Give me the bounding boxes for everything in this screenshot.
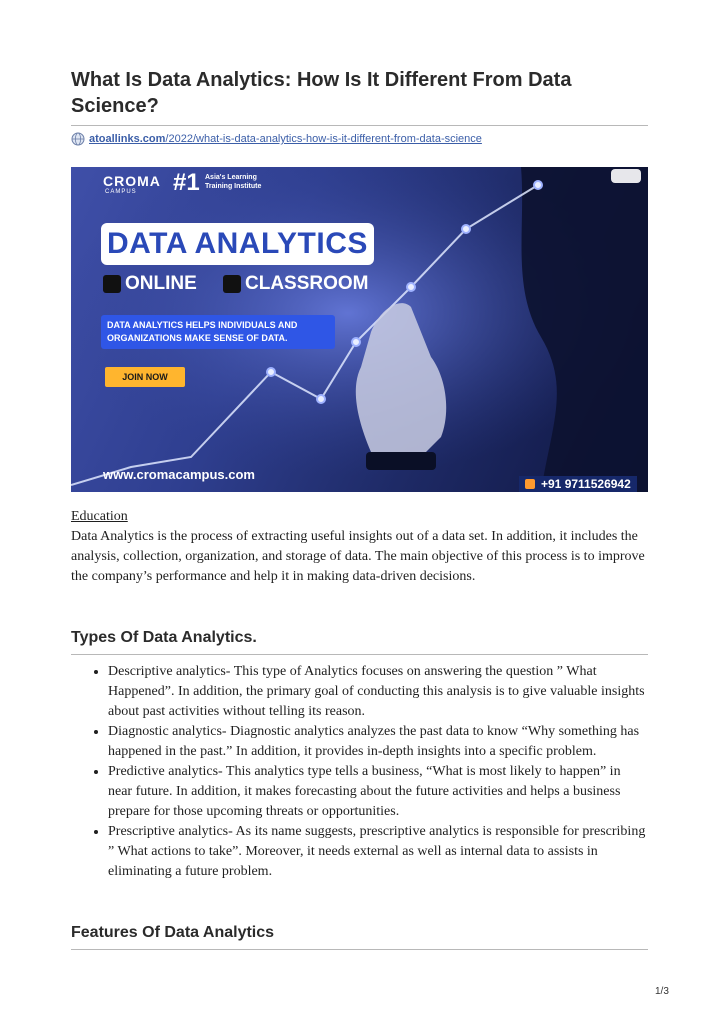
banner-rank-text: Asia's Learning Training Institute (205, 174, 262, 190)
types-divider (71, 654, 648, 655)
monitor-icon (103, 275, 121, 293)
classroom-icon (223, 275, 241, 293)
banner-mode-classroom (223, 273, 369, 295)
category-link[interactable]: Education (71, 509, 128, 524)
banner-mode-online (103, 273, 197, 295)
page-number: 1/3 (655, 986, 669, 997)
intro-paragraph: Data Analytics is the process of extracting useful insights out of a data set. In addition, it includes the analysis, collection, organization, and storage of data. The main objective of this process is to improve the company’s performance and help it in making data-driven decisions. (71, 529, 645, 584)
banner-brand: CROMA (103, 173, 161, 189)
list-item: • Prescriptive analytics- As its name suggests, prescriptive analytics is responsible for prescribing ” What actions to take”. Moreover, it needs external as well as internal data to assists in eliminating a future problem. (108, 822, 648, 882)
banner-headline-box (101, 223, 374, 265)
banner-website: www.cromacampus.com (103, 467, 255, 482)
list-item: • Diagnostic analytics- Diagnostic analytics analyzes the past data to know “Why something has happened in the past.” In addition, it provides in-depth insights into a specific problem. (108, 722, 648, 762)
banner-tagline: DATA ANALYTICS HELPS INDIVIDUALS AND ORGANIZATIONS MAKE SENSE OF DATA. (101, 315, 335, 349)
phone-icon (525, 479, 535, 489)
banner-phone-number: +91 9711526942 (541, 477, 631, 491)
types-list (71, 662, 648, 882)
source-path[interactable]: /2022/what-is-data-analytics-how-is-it-different-from-data-science (165, 133, 482, 145)
hero-banner (71, 167, 648, 492)
list-item: • Predictive analytics- This analytics type tells a business, “What is most likely to happen” in near future. In addition, it makes forecasting about the future activities and helps a business prepare for those upcoming threats or opportunities. (108, 762, 648, 822)
banner-headline: DATA ANALYTICS (107, 227, 368, 260)
title-divider (71, 125, 648, 126)
banner-phone (519, 476, 637, 492)
banner-rank: #1 (173, 169, 200, 196)
globe-icon (71, 132, 85, 146)
join-now-button[interactable]: JOIN NOW (105, 367, 185, 387)
article-title: What Is Data Analytics: How Is It Different From Data Science? (71, 69, 572, 117)
source-domain[interactable]: atoallinks.com (89, 133, 166, 145)
banner-brand-sub: CAMPUS (105, 189, 137, 195)
banner-mode-online-label: ONLINE (125, 273, 197, 294)
banner-mode-classroom-label: CLASSROOM (245, 273, 369, 294)
section-heading-types: Types Of Data Analytics. (71, 629, 257, 646)
features-divider (71, 949, 648, 950)
list-item: • Descriptive analytics- This type of Analytics focuses on answering the question ” What Happened”. In addition, the primary goal of conducting this analysis is to give valuable insights about past activities without telling its reason. (108, 662, 648, 722)
section-heading-features: Features Of Data Analytics (71, 924, 275, 941)
source-link[interactable] (71, 131, 482, 147)
